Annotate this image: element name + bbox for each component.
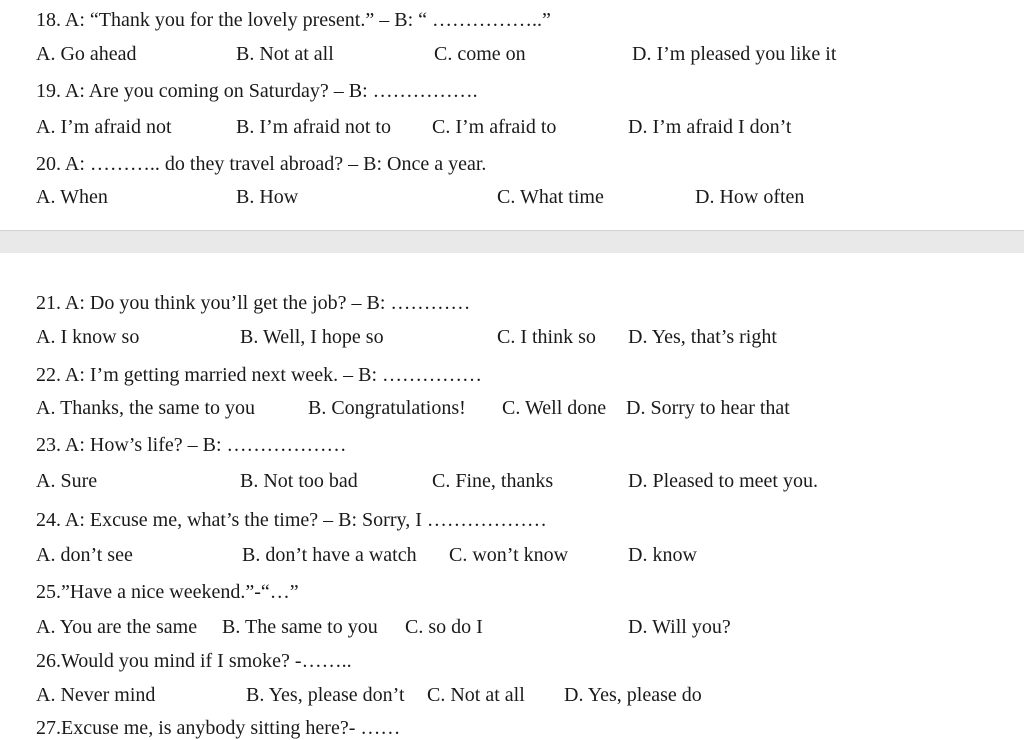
q18-option-d: D. I’m pleased you like it xyxy=(632,43,837,65)
q26-option-b: B. Yes, please don’t xyxy=(246,684,405,706)
q25-option-a: A. You are the same xyxy=(36,616,198,638)
q24-option-d: D. know xyxy=(628,544,697,566)
q19-option-d: D. I’m afraid I don’t xyxy=(628,116,792,138)
q22-option-a: A. Thanks, the same to you xyxy=(36,397,256,419)
q25-option-d: D. Will you? xyxy=(628,616,731,638)
q21-option-a: A. I know so xyxy=(36,326,140,348)
q21-option-d: D. Yes, that’s right xyxy=(628,326,777,348)
question-18-text: 18. A: “Thank you for the lovely present.” – B: “ ……………..” xyxy=(36,9,551,31)
q26-option-d: D. Yes, please do xyxy=(564,684,702,706)
question-25-text: 25.”Have a nice weekend.”-“…” xyxy=(36,581,299,603)
q20-option-d: D. How often xyxy=(695,186,805,208)
q25-option-c: C. so do I xyxy=(405,616,483,638)
q19-option-c: C. I’m afraid to xyxy=(432,116,557,138)
question-20-text: 20. A: ……….. do they travel abroad? – B: Once a year. xyxy=(36,153,487,175)
q18-option-c: C. come on xyxy=(434,43,526,65)
q18-option-a: A. Go ahead xyxy=(36,43,137,65)
q20-option-c: C. What time xyxy=(497,186,604,208)
q23-option-b: B. Not too bad xyxy=(240,470,358,492)
q21-option-b: B. Well, I hope so xyxy=(240,326,384,348)
q21-option-c: C. I think so xyxy=(497,326,596,348)
q25-option-b: B. The same to you xyxy=(222,616,378,638)
q24-option-a: A. don’t see xyxy=(36,544,133,566)
question-27-text: 27.Excuse me, is anybody sitting here?- …… xyxy=(36,717,401,739)
q23-option-a: A. Sure xyxy=(36,470,98,492)
page-separator xyxy=(0,230,1024,254)
question-21-text: 21. A: Do you think you’ll get the job? – B: ………… xyxy=(36,292,471,314)
question-19-text: 19. A: Are you coming on Saturday? – B: ……………. xyxy=(36,80,478,102)
q23-option-c: C. Fine, thanks xyxy=(432,470,554,492)
question-26-text: 26.Would you mind if I smoke? -…….. xyxy=(36,650,352,672)
q24-option-b: B. don’t have a watch xyxy=(242,544,417,566)
q19-option-b: B. I’m afraid not to xyxy=(236,116,391,138)
q20-option-b: B. How xyxy=(236,186,299,208)
q23-option-d: D. Pleased to meet you. xyxy=(628,470,818,492)
q24-option-c: C. won’t know xyxy=(449,544,569,566)
q18-option-b: B. Not at all xyxy=(236,43,334,65)
question-23-text: 23. A: How’s life? – B: ……………… xyxy=(36,434,347,456)
q22-option-d: D. Sorry to hear that xyxy=(626,397,790,419)
question-22-text: 22. A: I’m getting married next week. – B: …………… xyxy=(36,364,483,386)
question-24-text: 24. A: Excuse me, what’s the time? – B: Sorry, I ……………… xyxy=(36,509,547,531)
q20-option-a: A. When xyxy=(36,186,108,208)
q19-option-a: A. I’m afraid not xyxy=(36,116,172,138)
q22-option-c: C. Well done xyxy=(502,397,607,419)
q26-option-c: C. Not at all xyxy=(427,684,525,706)
q22-option-b: B. Congratulations! xyxy=(308,397,466,419)
q26-option-a: A. Never mind xyxy=(36,684,156,706)
